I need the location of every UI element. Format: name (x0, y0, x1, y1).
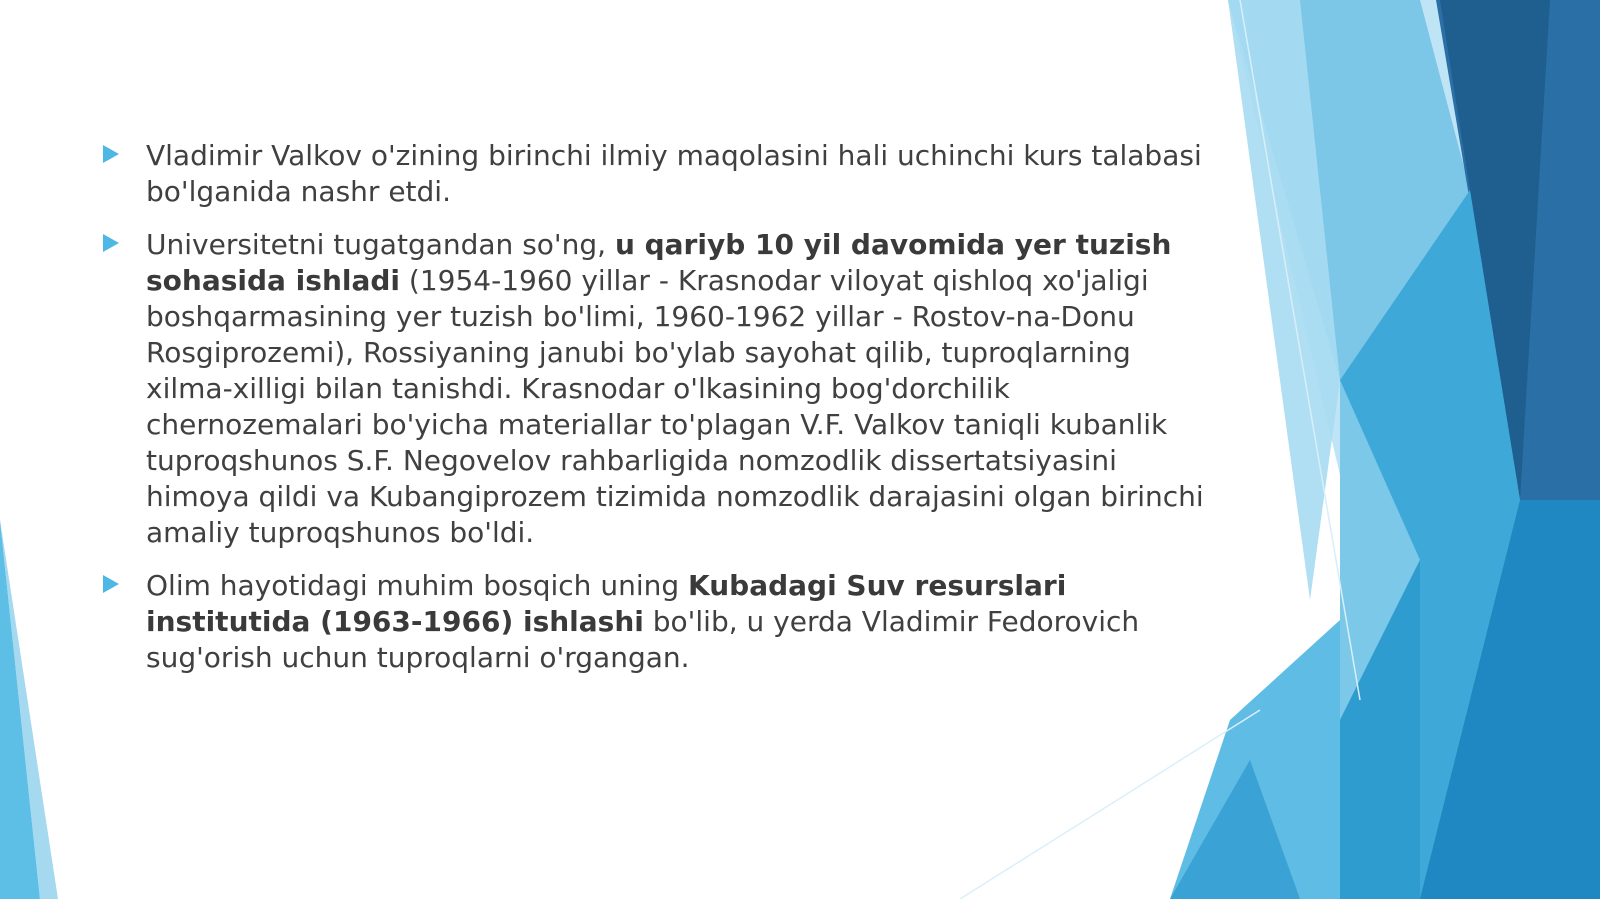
bullet-arrow-icon (103, 234, 119, 252)
bullet-item-3 (100, 568, 1210, 676)
bullet-item-2 (100, 227, 1210, 551)
bullet-text-bold: u qariyb 10 yil davomida yer tuzish sohasida ishladi (146, 228, 1172, 297)
bullet-text-after: (1954-1960 yillar - Krasnodar viloyat qishloq xo'jaligi boshqarmasining yer tuzish bo'limi, 1960-1962 yillar - Rostov-na-Donu Rosgiprozemi), Rossiyaning janubi bo'ylab sayohat qilib, tuproqlarning xilma-xilligi bilan tanishdi. Krasnodar o'lkasining bog'dorchilik chernozemalari bo'yicha materiallar to'plagan V.F. Valkov taniqli kubanlik tuproqshunos S.F. Negovelov rahbarligida nomzodlik dissertatsiyasini himoya qildi va Kubangiprozem tizimida nomzodlik darajasini olgan birinchi amaliy tuproqshunos bo'ldi. (146, 264, 1204, 549)
bullet-arrow-icon (103, 575, 119, 593)
bullet-text: Vladimir Valkov o'zining birinchi ilmiy maqolasini hali uchinchi kurs talabasi bo'lganida nashr etdi. (146, 139, 1202, 208)
bullet-text-bold: Kubadagi Suv resurslari institutida (1963-1966) ishlashi (146, 569, 1067, 638)
bullet-text-before: Olim hayotidagi muhim bosqich uning (146, 569, 689, 602)
bullet-text-after: bo'lib, u yerda Vladimir Fedorovich sug'orish uchun tuproqlarni o'rgangan. (146, 605, 1140, 674)
bullet-arrow-icon (103, 145, 119, 163)
bullet-item-1 (100, 138, 1210, 210)
bullet-list (100, 138, 1210, 693)
bullet-text-before: Universitetni tugatgandan so'ng, (146, 228, 615, 261)
